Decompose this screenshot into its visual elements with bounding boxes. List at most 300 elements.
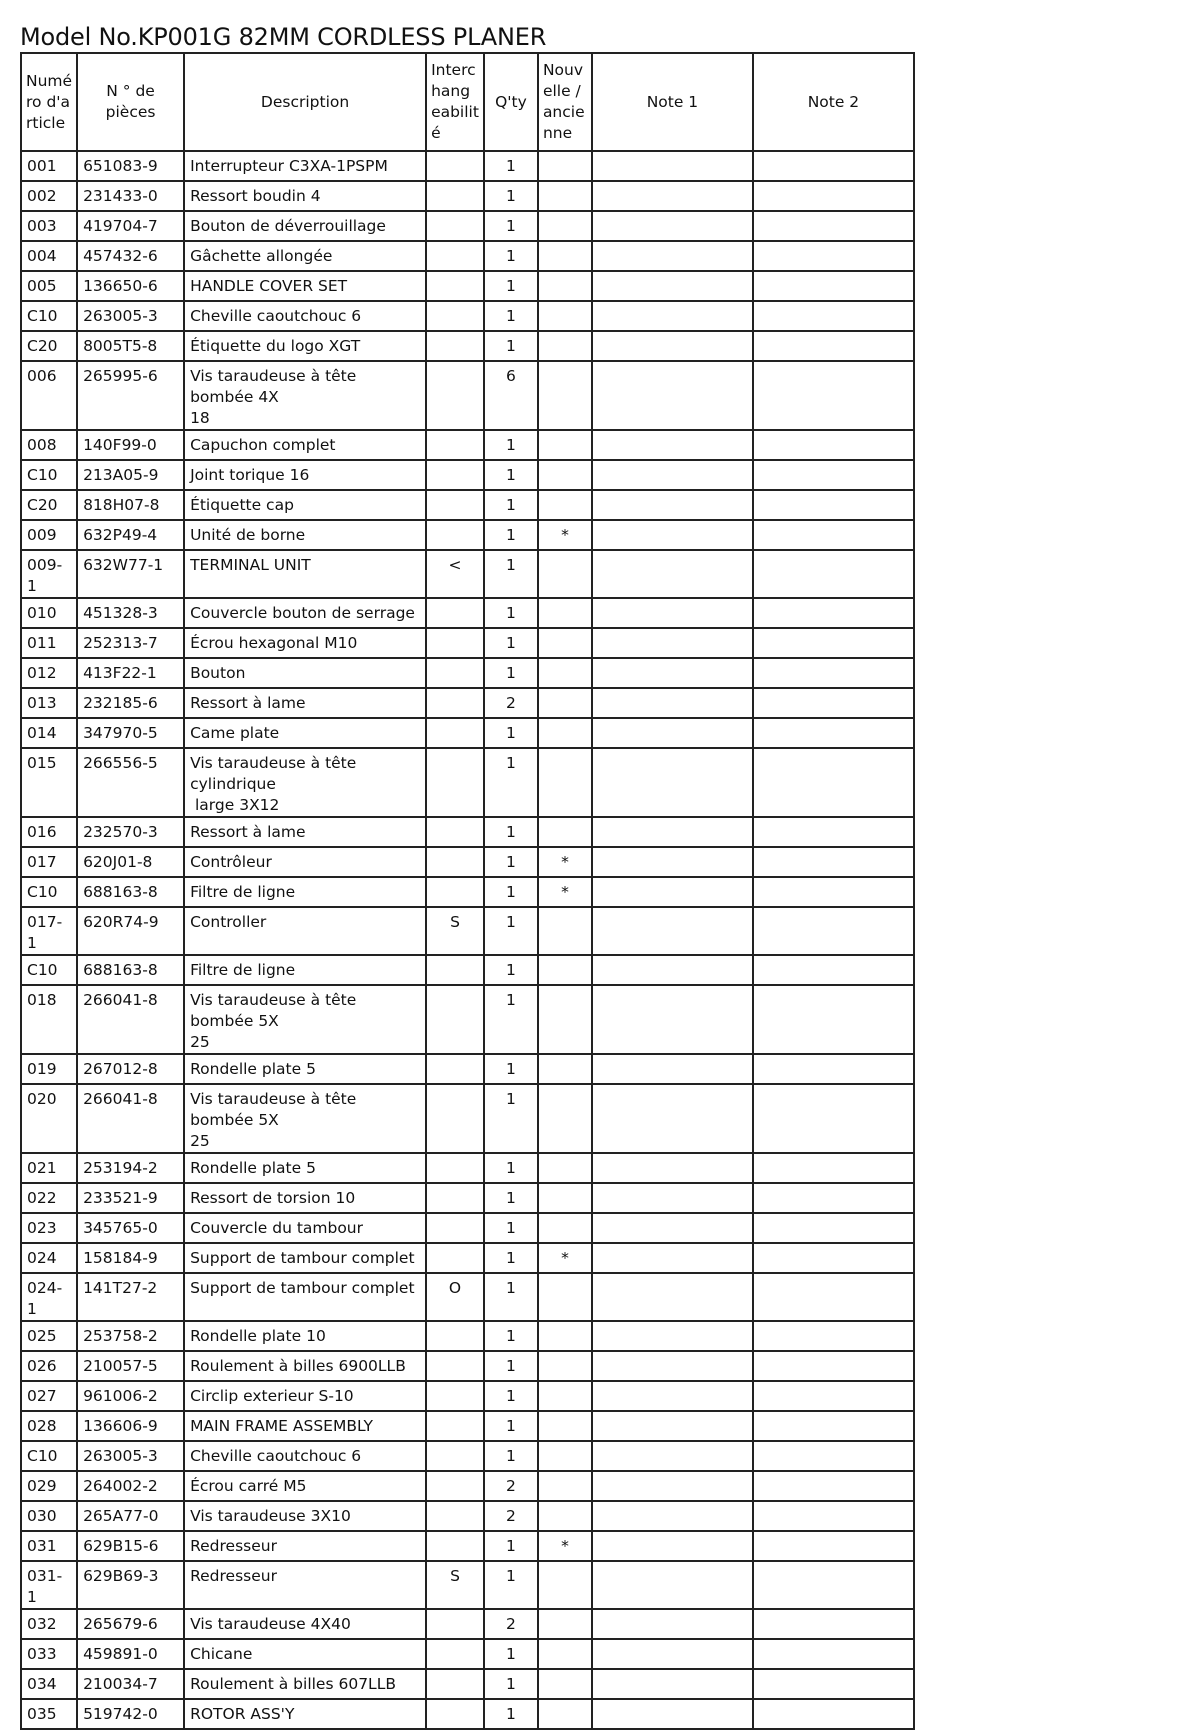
cell-note-1 xyxy=(592,1411,753,1441)
cell-item-number: 004 xyxy=(21,241,77,271)
table-row xyxy=(21,271,914,301)
cell-part-number: 233521-9 xyxy=(77,1183,184,1213)
cell-item-number: 010 xyxy=(21,598,77,628)
cell-quantity: 2 xyxy=(484,688,538,718)
cell-part-number: 232185-6 xyxy=(77,688,184,718)
cell-quantity: 1 xyxy=(484,490,538,520)
table-row xyxy=(21,748,914,817)
cell-item-number: 029 xyxy=(21,1471,77,1501)
cell-new-old xyxy=(538,151,592,181)
cell-note-1 xyxy=(592,1531,753,1561)
cell-description: Vis taraudeuse à tête cylindrique large 3X12 xyxy=(184,748,426,817)
cell-item-number: C10 xyxy=(21,877,77,907)
cell-quantity: 1 xyxy=(484,151,538,181)
cell-description: HANDLE COVER SET xyxy=(184,271,426,301)
cell-note-1 xyxy=(592,520,753,550)
cell-note-2 xyxy=(753,1411,914,1441)
cell-description: Vis taraudeuse 4X40 xyxy=(184,1609,426,1639)
cell-part-number: 451328-3 xyxy=(77,598,184,628)
cell-quantity: 1 xyxy=(484,1351,538,1381)
cell-note-2 xyxy=(753,271,914,301)
cell-interchangeability xyxy=(426,658,484,688)
cell-item-number: 032 xyxy=(21,1609,77,1639)
cell-quantity: 1 xyxy=(484,1054,538,1084)
cell-description: Contrôleur xyxy=(184,847,426,877)
cell-quantity: 1 xyxy=(484,1381,538,1411)
cell-interchangeability xyxy=(426,301,484,331)
cell-description: MAIN FRAME ASSEMBLY xyxy=(184,1411,426,1441)
cell-part-number: 519742-0 xyxy=(77,1699,184,1729)
cell-item-number: 012 xyxy=(21,658,77,688)
cell-quantity: 1 xyxy=(484,1084,538,1153)
cell-note-1 xyxy=(592,361,753,430)
cell-quantity: 1 xyxy=(484,1561,538,1609)
cell-quantity: 1 xyxy=(484,241,538,271)
cell-interchangeability xyxy=(426,985,484,1054)
cell-part-number: 459891-0 xyxy=(77,1639,184,1669)
table-row xyxy=(21,520,914,550)
cell-note-1 xyxy=(592,151,753,181)
cell-description: Support de tambour complet xyxy=(184,1273,426,1321)
cell-item-number: 006 xyxy=(21,361,77,430)
cell-interchangeability xyxy=(426,847,484,877)
table-row xyxy=(21,907,914,955)
cell-note-2 xyxy=(753,1084,914,1153)
cell-note-1 xyxy=(592,817,753,847)
cell-note-2 xyxy=(753,1699,914,1729)
table-row xyxy=(21,460,914,490)
cell-note-2 xyxy=(753,490,914,520)
cell-note-1 xyxy=(592,1699,753,1729)
cell-item-number: C20 xyxy=(21,490,77,520)
cell-quantity: 1 xyxy=(484,460,538,490)
cell-part-number: 231433-0 xyxy=(77,181,184,211)
cell-item-number: 023 xyxy=(21,1213,77,1243)
table-row xyxy=(21,430,914,460)
cell-description: Joint torique 16 xyxy=(184,460,426,490)
cell-new-old xyxy=(538,1609,592,1639)
cell-interchangeability xyxy=(426,1054,484,1084)
cell-note-2 xyxy=(753,301,914,331)
table-row xyxy=(21,181,914,211)
cell-note-1 xyxy=(592,598,753,628)
cell-quantity: 1 xyxy=(484,1183,538,1213)
cell-new-old xyxy=(538,628,592,658)
cell-interchangeability xyxy=(426,1243,484,1273)
cell-part-number: 620R74-9 xyxy=(77,907,184,955)
cell-description: Redresseur xyxy=(184,1531,426,1561)
cell-item-number: 025 xyxy=(21,1321,77,1351)
cell-part-number: 265995-6 xyxy=(77,361,184,430)
cell-item-number: 015 xyxy=(21,748,77,817)
cell-description: ROTOR ASS'Y xyxy=(184,1699,426,1729)
cell-note-2 xyxy=(753,628,914,658)
cell-new-old: * xyxy=(538,1531,592,1561)
cell-interchangeability xyxy=(426,1153,484,1183)
cell-description: Cheville caoutchouc 6 xyxy=(184,301,426,331)
cell-description: Cheville caoutchouc 6 xyxy=(184,1441,426,1471)
table-row xyxy=(21,151,914,181)
cell-description: Redresseur xyxy=(184,1561,426,1609)
cell-new-old xyxy=(538,1153,592,1183)
table-row xyxy=(21,550,914,598)
cell-new-old xyxy=(538,658,592,688)
cell-new-old xyxy=(538,1411,592,1441)
cell-description: Capuchon complet xyxy=(184,430,426,460)
cell-quantity: 1 xyxy=(484,1213,538,1243)
table-body xyxy=(21,151,914,1729)
cell-new-old xyxy=(538,1183,592,1213)
cell-note-2 xyxy=(753,361,914,430)
cell-item-number: C10 xyxy=(21,460,77,490)
cell-new-old xyxy=(538,955,592,985)
cell-item-number: 003 xyxy=(21,211,77,241)
cell-note-1 xyxy=(592,430,753,460)
cell-new-old xyxy=(538,1321,592,1351)
cell-note-1 xyxy=(592,748,753,817)
cell-description: Controller xyxy=(184,907,426,955)
cell-new-old xyxy=(538,688,592,718)
cell-new-old xyxy=(538,1561,592,1609)
cell-interchangeability: < xyxy=(426,550,484,598)
cell-quantity: 1 xyxy=(484,1153,538,1183)
cell-interchangeability: O xyxy=(426,1273,484,1321)
cell-quantity: 1 xyxy=(484,1321,538,1351)
header-note-1: Note 1 xyxy=(592,53,753,151)
cell-note-2 xyxy=(753,1351,914,1381)
cell-part-number: 629B69-3 xyxy=(77,1561,184,1609)
cell-quantity: 1 xyxy=(484,817,538,847)
cell-quantity: 1 xyxy=(484,1639,538,1669)
cell-part-number: 264002-2 xyxy=(77,1471,184,1501)
cell-interchangeability xyxy=(426,361,484,430)
cell-new-old xyxy=(538,1501,592,1531)
cell-note-1 xyxy=(592,985,753,1054)
cell-new-old xyxy=(538,985,592,1054)
cell-part-number: 266041-8 xyxy=(77,1084,184,1153)
cell-note-2 xyxy=(753,520,914,550)
cell-part-number: 632P49-4 xyxy=(77,520,184,550)
table-row xyxy=(21,1501,914,1531)
cell-interchangeability xyxy=(426,490,484,520)
cell-new-old xyxy=(538,460,592,490)
cell-note-1 xyxy=(592,1501,753,1531)
cell-description: Came plate xyxy=(184,718,426,748)
cell-item-number: 024-1 xyxy=(21,1273,77,1321)
cell-new-old xyxy=(538,817,592,847)
cell-part-number: 961006-2 xyxy=(77,1381,184,1411)
cell-new-old: * xyxy=(538,520,592,550)
cell-interchangeability xyxy=(426,688,484,718)
cell-new-old xyxy=(538,331,592,361)
cell-new-old: * xyxy=(538,847,592,877)
cell-item-number: C10 xyxy=(21,301,77,331)
cell-note-2 xyxy=(753,1273,914,1321)
cell-note-2 xyxy=(753,550,914,598)
cell-quantity: 1 xyxy=(484,271,538,301)
cell-part-number: 252313-7 xyxy=(77,628,184,658)
cell-new-old xyxy=(538,181,592,211)
cell-part-number: 267012-8 xyxy=(77,1054,184,1084)
cell-note-2 xyxy=(753,1054,914,1084)
cell-new-old: * xyxy=(538,1243,592,1273)
cell-note-2 xyxy=(753,1561,914,1609)
cell-note-1 xyxy=(592,847,753,877)
cell-note-1 xyxy=(592,718,753,748)
cell-new-old xyxy=(538,748,592,817)
cell-description: Couvercle bouton de serrage xyxy=(184,598,426,628)
table-row xyxy=(21,955,914,985)
cell-note-1 xyxy=(592,1381,753,1411)
cell-part-number: 265679-6 xyxy=(77,1609,184,1639)
cell-note-2 xyxy=(753,181,914,211)
cell-note-1 xyxy=(592,628,753,658)
cell-new-old xyxy=(538,430,592,460)
cell-description: Gâchette allongée xyxy=(184,241,426,271)
cell-note-1 xyxy=(592,1054,753,1084)
cell-interchangeability xyxy=(426,1183,484,1213)
table-row xyxy=(21,211,914,241)
cell-description: Roulement à billes 6900LLB xyxy=(184,1351,426,1381)
cell-note-1 xyxy=(592,907,753,955)
cell-item-number: 030 xyxy=(21,1501,77,1531)
cell-quantity: 1 xyxy=(484,985,538,1054)
cell-description: Rondelle plate 5 xyxy=(184,1054,426,1084)
cell-note-2 xyxy=(753,1639,914,1669)
table-row xyxy=(21,1669,914,1699)
table-row xyxy=(21,718,914,748)
cell-description: TERMINAL UNIT xyxy=(184,550,426,598)
cell-description: Circlip exterieur S-10 xyxy=(184,1381,426,1411)
cell-note-1 xyxy=(592,877,753,907)
cell-item-number: 024 xyxy=(21,1243,77,1273)
cell-item-number: 017-1 xyxy=(21,907,77,955)
cell-note-2 xyxy=(753,460,914,490)
table-row xyxy=(21,1561,914,1609)
cell-note-1 xyxy=(592,1351,753,1381)
table-row xyxy=(21,658,914,688)
cell-item-number: 026 xyxy=(21,1351,77,1381)
cell-new-old xyxy=(538,490,592,520)
cell-note-2 xyxy=(753,748,914,817)
table-row xyxy=(21,1381,914,1411)
cell-part-number: 688163-8 xyxy=(77,877,184,907)
cell-item-number: 009 xyxy=(21,520,77,550)
cell-quantity: 1 xyxy=(484,955,538,985)
table-row xyxy=(21,1411,914,1441)
cell-note-1 xyxy=(592,1084,753,1153)
cell-interchangeability xyxy=(426,1213,484,1243)
table-row xyxy=(21,490,914,520)
cell-description: Bouton de déverrouillage xyxy=(184,211,426,241)
cell-description: Étiquette cap xyxy=(184,490,426,520)
cell-note-2 xyxy=(753,1243,914,1273)
cell-note-2 xyxy=(753,1321,914,1351)
cell-note-2 xyxy=(753,1381,914,1411)
cell-item-number: 027 xyxy=(21,1381,77,1411)
cell-description: Écrou hexagonal M10 xyxy=(184,628,426,658)
cell-quantity: 1 xyxy=(484,748,538,817)
cell-quantity: 1 xyxy=(484,301,538,331)
cell-new-old xyxy=(538,1669,592,1699)
cell-interchangeability xyxy=(426,1321,484,1351)
cell-note-1 xyxy=(592,490,753,520)
cell-interchangeability xyxy=(426,748,484,817)
cell-interchangeability xyxy=(426,877,484,907)
cell-part-number: 263005-3 xyxy=(77,301,184,331)
cell-part-number: 210057-5 xyxy=(77,1351,184,1381)
cell-new-old xyxy=(538,241,592,271)
cell-part-number: 253758-2 xyxy=(77,1321,184,1351)
cell-note-2 xyxy=(753,985,914,1054)
parts-table xyxy=(20,52,915,1730)
cell-new-old xyxy=(538,550,592,598)
cell-quantity: 1 xyxy=(484,331,538,361)
cell-interchangeability xyxy=(426,271,484,301)
cell-description: Rondelle plate 5 xyxy=(184,1153,426,1183)
cell-description: Étiquette du logo XGT xyxy=(184,331,426,361)
cell-item-number: 034 xyxy=(21,1669,77,1699)
cell-note-1 xyxy=(592,1609,753,1639)
table-row xyxy=(21,331,914,361)
cell-part-number: 210034-7 xyxy=(77,1669,184,1699)
table-row xyxy=(21,1153,914,1183)
cell-part-number: 8005T5-8 xyxy=(77,331,184,361)
cell-item-number: 019 xyxy=(21,1054,77,1084)
cell-quantity: 2 xyxy=(484,1609,538,1639)
header-quantity: Q'ty xyxy=(484,53,538,151)
table-row xyxy=(21,688,914,718)
cell-item-number: 031 xyxy=(21,1531,77,1561)
cell-item-number: C10 xyxy=(21,955,77,985)
cell-new-old xyxy=(538,1054,592,1084)
header-part-number: N ° de pièces xyxy=(77,53,184,151)
cell-new-old xyxy=(538,907,592,955)
table-row xyxy=(21,817,914,847)
cell-item-number: 016 xyxy=(21,817,77,847)
cell-item-number: 011 xyxy=(21,628,77,658)
cell-part-number: 688163-8 xyxy=(77,955,184,985)
cell-note-2 xyxy=(753,598,914,628)
cell-interchangeability xyxy=(426,955,484,985)
cell-new-old xyxy=(538,361,592,430)
cell-description: Rondelle plate 10 xyxy=(184,1321,426,1351)
cell-note-2 xyxy=(753,430,914,460)
cell-interchangeability xyxy=(426,520,484,550)
cell-interchangeability xyxy=(426,151,484,181)
cell-part-number: 266556-5 xyxy=(77,748,184,817)
cell-note-1 xyxy=(592,955,753,985)
header-interchangeability: Interc hang eabilit é xyxy=(426,53,484,151)
cell-quantity: 1 xyxy=(484,211,538,241)
cell-note-2 xyxy=(753,907,914,955)
cell-note-1 xyxy=(592,1639,753,1669)
page-title: Model No.KP001G 82MM CORDLESS PLANER xyxy=(20,23,547,51)
cell-new-old xyxy=(538,1381,592,1411)
cell-interchangeability xyxy=(426,817,484,847)
cell-note-1 xyxy=(592,1321,753,1351)
cell-note-2 xyxy=(753,1501,914,1531)
header-item-number: Numé ro d'a rticle xyxy=(21,53,77,151)
cell-description: Bouton xyxy=(184,658,426,688)
cell-quantity: 1 xyxy=(484,1411,538,1441)
cell-part-number: 629B15-6 xyxy=(77,1531,184,1561)
table-row xyxy=(21,1531,914,1561)
cell-part-number: 266041-8 xyxy=(77,985,184,1054)
cell-item-number: 017 xyxy=(21,847,77,877)
cell-interchangeability xyxy=(426,1084,484,1153)
cell-item-number: 014 xyxy=(21,718,77,748)
cell-note-1 xyxy=(592,1441,753,1471)
cell-interchangeability xyxy=(426,1411,484,1441)
cell-interchangeability xyxy=(426,1699,484,1729)
cell-new-old xyxy=(538,271,592,301)
header-description: Description xyxy=(184,53,426,151)
cell-interchangeability xyxy=(426,1669,484,1699)
cell-description: Couvercle du tambour xyxy=(184,1213,426,1243)
cell-new-old xyxy=(538,598,592,628)
table-row xyxy=(21,1351,914,1381)
cell-part-number: 141T27-2 xyxy=(77,1273,184,1321)
cell-item-number: 031-1 xyxy=(21,1561,77,1609)
cell-new-old xyxy=(538,1084,592,1153)
cell-quantity: 1 xyxy=(484,1273,538,1321)
cell-part-number: 818H07-8 xyxy=(77,490,184,520)
cell-part-number: 253194-2 xyxy=(77,1153,184,1183)
cell-part-number: 620J01-8 xyxy=(77,847,184,877)
table-row xyxy=(21,1054,914,1084)
table-header-row xyxy=(21,53,914,151)
cell-quantity: 1 xyxy=(484,520,538,550)
cell-interchangeability xyxy=(426,1471,484,1501)
cell-quantity: 1 xyxy=(484,1243,538,1273)
cell-note-2 xyxy=(753,658,914,688)
cell-item-number: C10 xyxy=(21,1441,77,1471)
cell-part-number: 651083-9 xyxy=(77,151,184,181)
header-new-old: Nouv elle / ancie nne xyxy=(538,53,592,151)
cell-quantity: 1 xyxy=(484,658,538,688)
cell-item-number: 018 xyxy=(21,985,77,1054)
cell-quantity: 1 xyxy=(484,1699,538,1729)
table-row xyxy=(21,1321,914,1351)
cell-new-old xyxy=(538,1351,592,1381)
cell-part-number: 140F99-0 xyxy=(77,430,184,460)
cell-note-1 xyxy=(592,241,753,271)
cell-description: Filtre de ligne xyxy=(184,877,426,907)
cell-description: Vis taraudeuse à tête bombée 4X 18 xyxy=(184,361,426,430)
table-row xyxy=(21,1471,914,1501)
table-row xyxy=(21,1273,914,1321)
cell-note-2 xyxy=(753,1153,914,1183)
cell-note-1 xyxy=(592,1669,753,1699)
table-row xyxy=(21,241,914,271)
cell-note-2 xyxy=(753,211,914,241)
cell-interchangeability xyxy=(426,211,484,241)
cell-note-2 xyxy=(753,1609,914,1639)
cell-part-number: 345765-0 xyxy=(77,1213,184,1243)
cell-note-2 xyxy=(753,817,914,847)
cell-note-2 xyxy=(753,151,914,181)
cell-note-1 xyxy=(592,1471,753,1501)
cell-interchangeability: S xyxy=(426,1561,484,1609)
cell-note-1 xyxy=(592,1153,753,1183)
cell-quantity: 6 xyxy=(484,361,538,430)
cell-new-old xyxy=(538,718,592,748)
table-row xyxy=(21,1609,914,1639)
cell-note-2 xyxy=(753,241,914,271)
cell-new-old xyxy=(538,1441,592,1471)
cell-item-number: 021 xyxy=(21,1153,77,1183)
